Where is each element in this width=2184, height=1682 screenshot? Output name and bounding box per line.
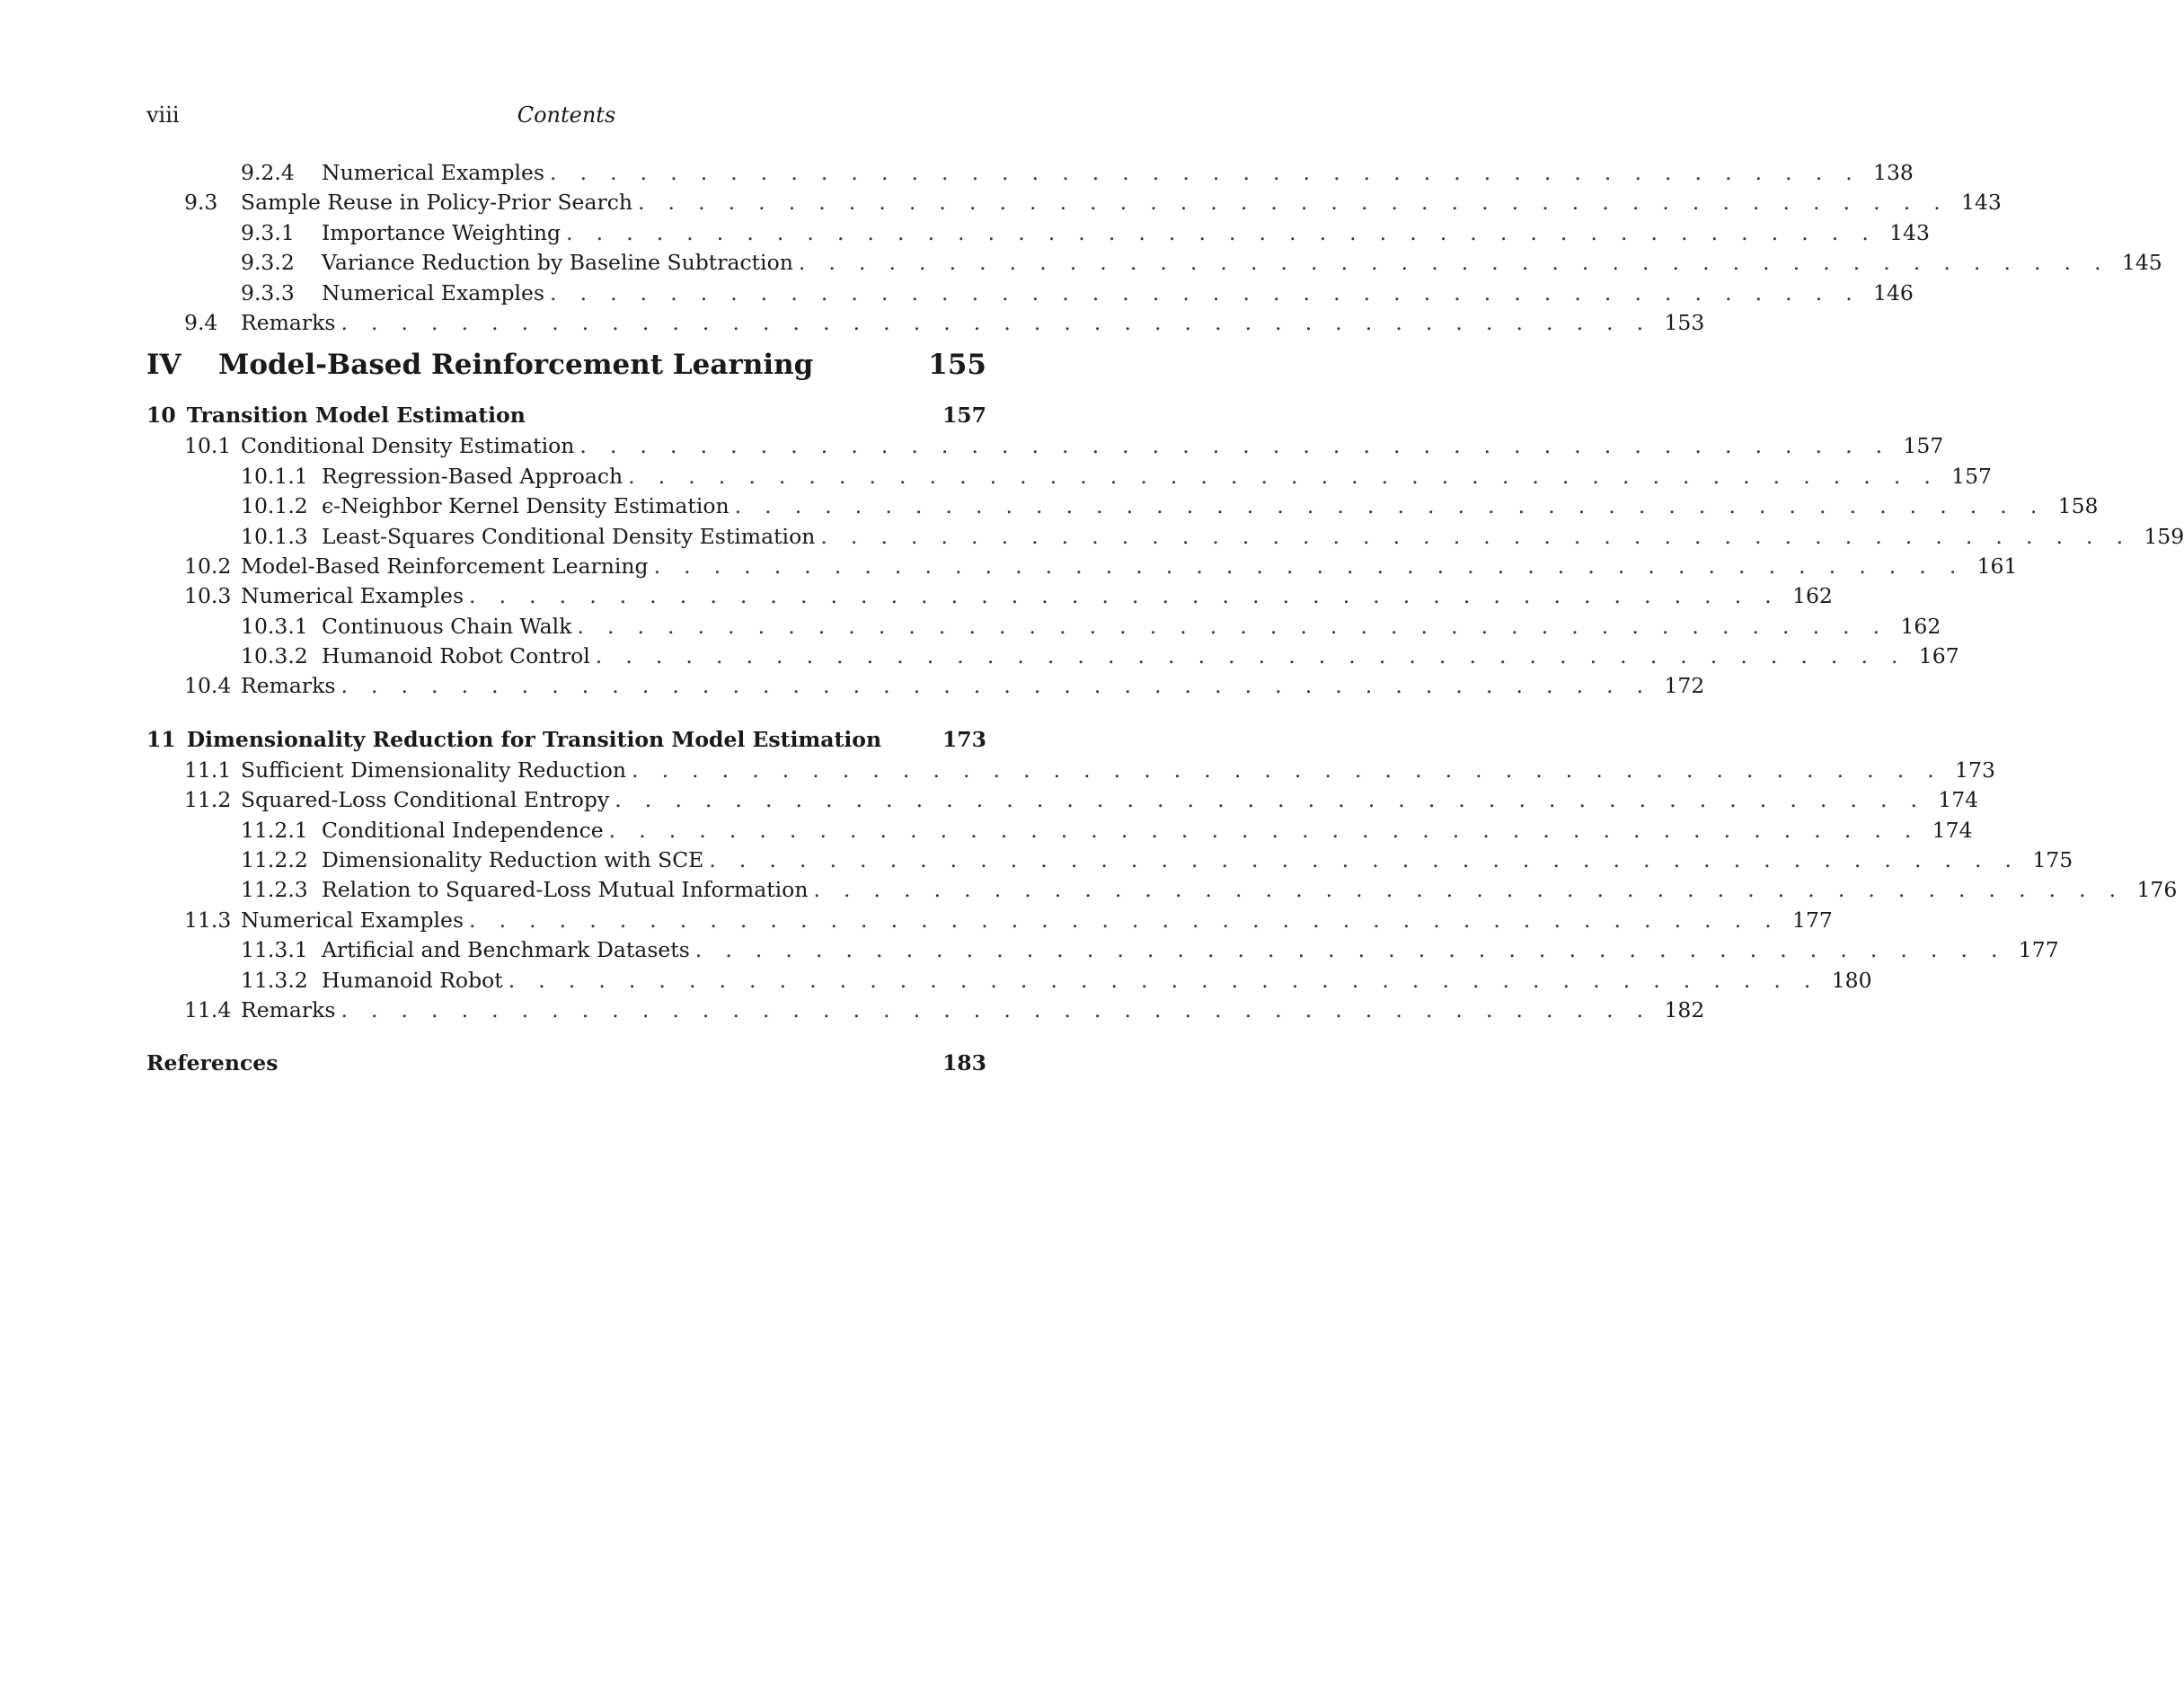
entry-title: Numerical Examples — [322, 160, 545, 185]
toc-entry[interactable] — [146, 160, 1914, 190]
entry-page: 157 — [1903, 433, 1944, 459]
leader-dots: . . . . . . . . . . . . . . . . . . . . . . . . . . . . . . . . . . . . . . . . . . . . — [628, 463, 1940, 489]
toc-entry[interactable] — [146, 279, 1914, 310]
entry-page: 177 — [1792, 907, 1833, 933]
toc-entry[interactable] — [146, 583, 1833, 613]
toc-part-entry[interactable] — [146, 349, 986, 397]
toc-entry[interactable] — [146, 673, 1705, 703]
entry-title: Sample Reuse in Policy-Prior Search — [241, 190, 633, 216]
leader-dots: . . . . . . . . . . . . . . . . . . . . . . . . . . . . . . . . . . . . . . . . . . . . — [813, 877, 2125, 903]
part-title: Model-Based Reinforcement Learning — [218, 349, 814, 382]
entry-number: 9.4 — [184, 309, 218, 335]
entry-title: Regression-Based Approach — [322, 463, 623, 489]
toc-top-entries — [146, 160, 2162, 340]
entry-title: ϵ-Neighbor Kernel Density Estimation — [322, 493, 729, 519]
toc-entry[interactable] — [146, 309, 1705, 340]
toc-chapter-11[interactable] — [146, 727, 986, 757]
leader-dots: . . . . . . . . . . . . . . . . . . . . . . . . . . . . . . . . . . . . . . . . . . . . — [798, 250, 2109, 276]
running-title: Contents — [517, 102, 616, 128]
entry-page: 173 — [1955, 757, 1995, 783]
leader-dots: . . . . . . . . . . . . . . . . . . . . . . . . . . . . . . . . . . . . . . . . . . . . — [608, 817, 1920, 843]
chapter-number: 10 — [146, 403, 176, 429]
entry-number: 11.1 — [184, 757, 232, 783]
entry-number: 11.3.1 — [241, 937, 308, 963]
entry-title: Remarks — [241, 673, 336, 699]
leader-dots: . . . . . . . . . . . . . . . . . . . . . . . . . . . . . . . . . . . . . . . . . . . . — [653, 553, 1965, 579]
entry-page: 159 — [2144, 523, 2184, 549]
leader-dots: . . . . . . . . . . . . . . . . . . . . . . . . . . . . . . . . . . . . . . . . . . . . — [579, 433, 1891, 459]
toc-entry[interactable] — [146, 493, 2099, 523]
table-of-contents — [146, 160, 2184, 1081]
toc-chapter-10-entries — [146, 433, 2184, 704]
entry-title: Humanoid Robot Control — [322, 643, 590, 669]
entry-number: 10.1.2 — [241, 493, 308, 519]
page-number: viii — [146, 102, 180, 128]
entry-number: 9.2.4 — [241, 160, 295, 185]
toc-references[interactable] — [146, 1050, 986, 1080]
entry-title: Relation to Squared-Loss Mutual Information — [322, 877, 809, 903]
toc-entry[interactable] — [146, 250, 2162, 279]
leader-dots: . . . . . . . . . . . . . . . . . . . . . . . . . . . . . . . . . . . . . . . . . . . . — [340, 996, 1652, 1022]
running-header — [146, 102, 986, 133]
entry-page: 146 — [1873, 279, 1914, 305]
entry-number: 11.3.2 — [241, 967, 308, 993]
entry-page: 143 — [1961, 190, 2002, 216]
entry-title: Humanoid Robot — [322, 967, 503, 993]
leader-dots: . . . . . . . . . . . . . . . . . . . . . . . . . . . . . . . . . . . . . . . . . . . . — [340, 673, 1652, 699]
entry-page: 145 — [2121, 250, 2162, 276]
entry-title: Numerical Examples — [322, 279, 545, 305]
entry-number: 10.3.2 — [241, 643, 308, 669]
toc-entry[interactable] — [146, 553, 2018, 583]
toc-entry[interactable] — [146, 996, 1705, 1027]
leader-dots: . . . . . . . . . . . . . . . . . . . . . . . . . . . . . . . . . . . . . . . . . . . . — [734, 493, 2046, 519]
leader-dots: . . . . . . . . . . . . . . . . . . . . . . . . . . . . . . . . . . . . . . . . . . . . — [577, 613, 1888, 639]
entry-number: 10.2 — [184, 553, 232, 579]
references-title: References — [146, 1050, 279, 1076]
entry-number: 9.3.3 — [241, 279, 295, 305]
entry-page: 177 — [2018, 937, 2059, 963]
toc-entry[interactable] — [146, 847, 2073, 877]
entry-title: Dimensionality Reduction with SCE — [322, 847, 704, 873]
toc-entry[interactable] — [146, 219, 1930, 250]
entry-number: 11.2.2 — [241, 847, 308, 873]
entry-page: 157 — [1951, 463, 1993, 489]
leader-dots: . . . . . . . . . . . . . . . . . . . . . . . . . . . . . . . . . . . . . . . . . . . . — [709, 847, 2020, 873]
leader-dots: . . . . . . . . . . . . . . . . . . . . . . . . . . . . . . . . . . . . . . . . . . . . — [508, 967, 1819, 993]
toc-chapter-11-entries — [146, 757, 2178, 1028]
references-page: 183 — [942, 1050, 986, 1076]
entry-number: 9.3 — [184, 190, 218, 216]
leader-dots: . . . . . . . . . . . . . . . . . . . . . . . . . . . . . . . . . . . . . . . . . . . . — [550, 279, 1861, 305]
leader-dots: . . . . . . . . . . . . . . . . . . . . . . . . . . . . . . . . . . . . . . . . . . . . — [820, 523, 2132, 549]
entry-number: 11.3 — [184, 907, 232, 933]
entry-title: Conditional Density Estimation — [241, 433, 575, 459]
toc-entry[interactable] — [146, 937, 2059, 967]
chapter-title: Transition Model Estimation — [186, 403, 526, 429]
entry-number: 10.4 — [184, 673, 232, 699]
entry-page: 167 — [1918, 643, 1959, 669]
entry-page: 174 — [1938, 787, 1979, 813]
entry-title: Model-Based Reinforcement Learning — [241, 553, 649, 579]
entry-title: Squared-Loss Conditional Entropy — [241, 787, 610, 813]
part-page: 155 — [928, 349, 986, 382]
entry-title: Least-Squares Conditional Density Estimation — [322, 523, 816, 549]
entry-title: Conditional Independence — [322, 817, 604, 843]
entry-number: 10.3 — [184, 583, 232, 609]
chapter-page: 157 — [942, 403, 986, 429]
leader-dots: . . . . . . . . . . . . . . . . . . . . . . . . . . . . . . . . . . . . . . . . . . . . — [638, 190, 1950, 216]
toc-entry[interactable] — [146, 757, 1995, 787]
toc-entry[interactable] — [146, 463, 1993, 493]
entry-page: 153 — [1664, 309, 1705, 335]
leader-dots: . . . . . . . . . . . . . . . . . . . . . . . . . . . . . . . . . . . . . . . . . . . . — [469, 583, 1781, 609]
entry-page: 162 — [1900, 613, 1941, 639]
entry-page: 143 — [1889, 219, 1930, 245]
toc-entry[interactable] — [146, 817, 1973, 847]
leader-dots: . . . . . . . . . . . . . . . . . . . . . . . . . . . . . . . . . . . . . . . . . . . . — [694, 937, 2006, 963]
toc-entry[interactable] — [146, 877, 2178, 907]
toc-entry[interactable] — [146, 967, 1872, 997]
entry-number: 9.3.2 — [241, 250, 295, 276]
part-number: IV — [146, 349, 181, 382]
entry-number: 11.4 — [184, 996, 232, 1022]
entry-title: Sufficient Dimensionality Reduction — [241, 757, 627, 783]
toc-entry[interactable] — [146, 907, 1833, 937]
entry-title: Continuous Chain Walk — [322, 613, 572, 639]
entry-page: 175 — [2032, 847, 2073, 873]
leader-dots: . . . . . . . . . . . . . . . . . . . . . . . . . . . . . . . . . . . . . . . . . . . . — [340, 309, 1652, 335]
entry-title: Numerical Examples — [241, 583, 464, 609]
entry-page: 161 — [1976, 553, 2018, 579]
toc-entry[interactable] — [146, 787, 1979, 817]
entry-page: 182 — [1664, 996, 1705, 1022]
toc-entry[interactable] — [146, 643, 1959, 673]
entry-number: 11.2 — [184, 787, 232, 813]
entry-title: Remarks — [241, 309, 336, 335]
entry-page: 158 — [2057, 493, 2099, 519]
leader-dots: . . . . . . . . . . . . . . . . . . . . . . . . . . . . . . . . . . . . . . . . . . . . — [632, 757, 1943, 783]
chapter-page: 173 — [942, 726, 986, 752]
toc-entry[interactable] — [146, 433, 1944, 463]
entry-number: 10.1 — [184, 433, 232, 459]
entry-title: Importance Weighting — [322, 219, 561, 245]
toc-entry[interactable] — [146, 613, 1941, 643]
entry-number: 11.2.1 — [241, 817, 308, 843]
leader-dots: . . . . . . . . . . . . . . . . . . . . . . . . . . . . . . . . . . . . . . . . . . . . — [566, 219, 1878, 245]
entry-number: 10.1.3 — [241, 523, 308, 549]
leader-dots: . . . . . . . . . . . . . . . . . . . . . . . . . . . . . . . . . . . . . . . . . . . . — [550, 160, 1861, 185]
entry-page: 138 — [1873, 160, 1914, 185]
entry-title: Numerical Examples — [241, 907, 464, 933]
entry-page: 172 — [1664, 673, 1705, 699]
leader-dots: . . . . . . . . . . . . . . . . . . . . . . . . . . . . . . . . . . . . . . . . . . . . — [595, 643, 1906, 669]
entry-number: 10.3.1 — [241, 613, 308, 639]
entry-title: Remarks — [241, 996, 336, 1022]
entry-page: 174 — [1932, 817, 1973, 843]
toc-entry[interactable] — [146, 523, 2184, 553]
entry-page: 176 — [2136, 877, 2178, 903]
entry-title: Variance Reduction by Baseline Subtraction — [322, 250, 793, 276]
chapter-number: 11 — [146, 726, 176, 752]
entry-number: 11.2.3 — [241, 877, 308, 903]
entry-page: 180 — [1831, 967, 1872, 993]
leader-dots: . . . . . . . . . . . . . . . . . . . . . . . . . . . . . . . . . . . . . . . . . . . . — [615, 787, 1926, 813]
chapter-title: Dimensionality Reduction for Transition Model Estimation — [186, 726, 882, 752]
leader-dots: . . . . . . . . . . . . . . . . . . . . . . . . . . . . . . . . . . . . . . . . . . . . — [469, 907, 1781, 933]
toc-chapter-10[interactable] — [146, 403, 986, 433]
entry-number: 9.3.1 — [241, 219, 295, 245]
entry-number: 10.1.1 — [241, 463, 308, 489]
entry-page: 162 — [1792, 583, 1833, 609]
entry-title: Artificial and Benchmark Datasets — [322, 937, 690, 963]
toc-entry[interactable] — [146, 190, 2002, 219]
